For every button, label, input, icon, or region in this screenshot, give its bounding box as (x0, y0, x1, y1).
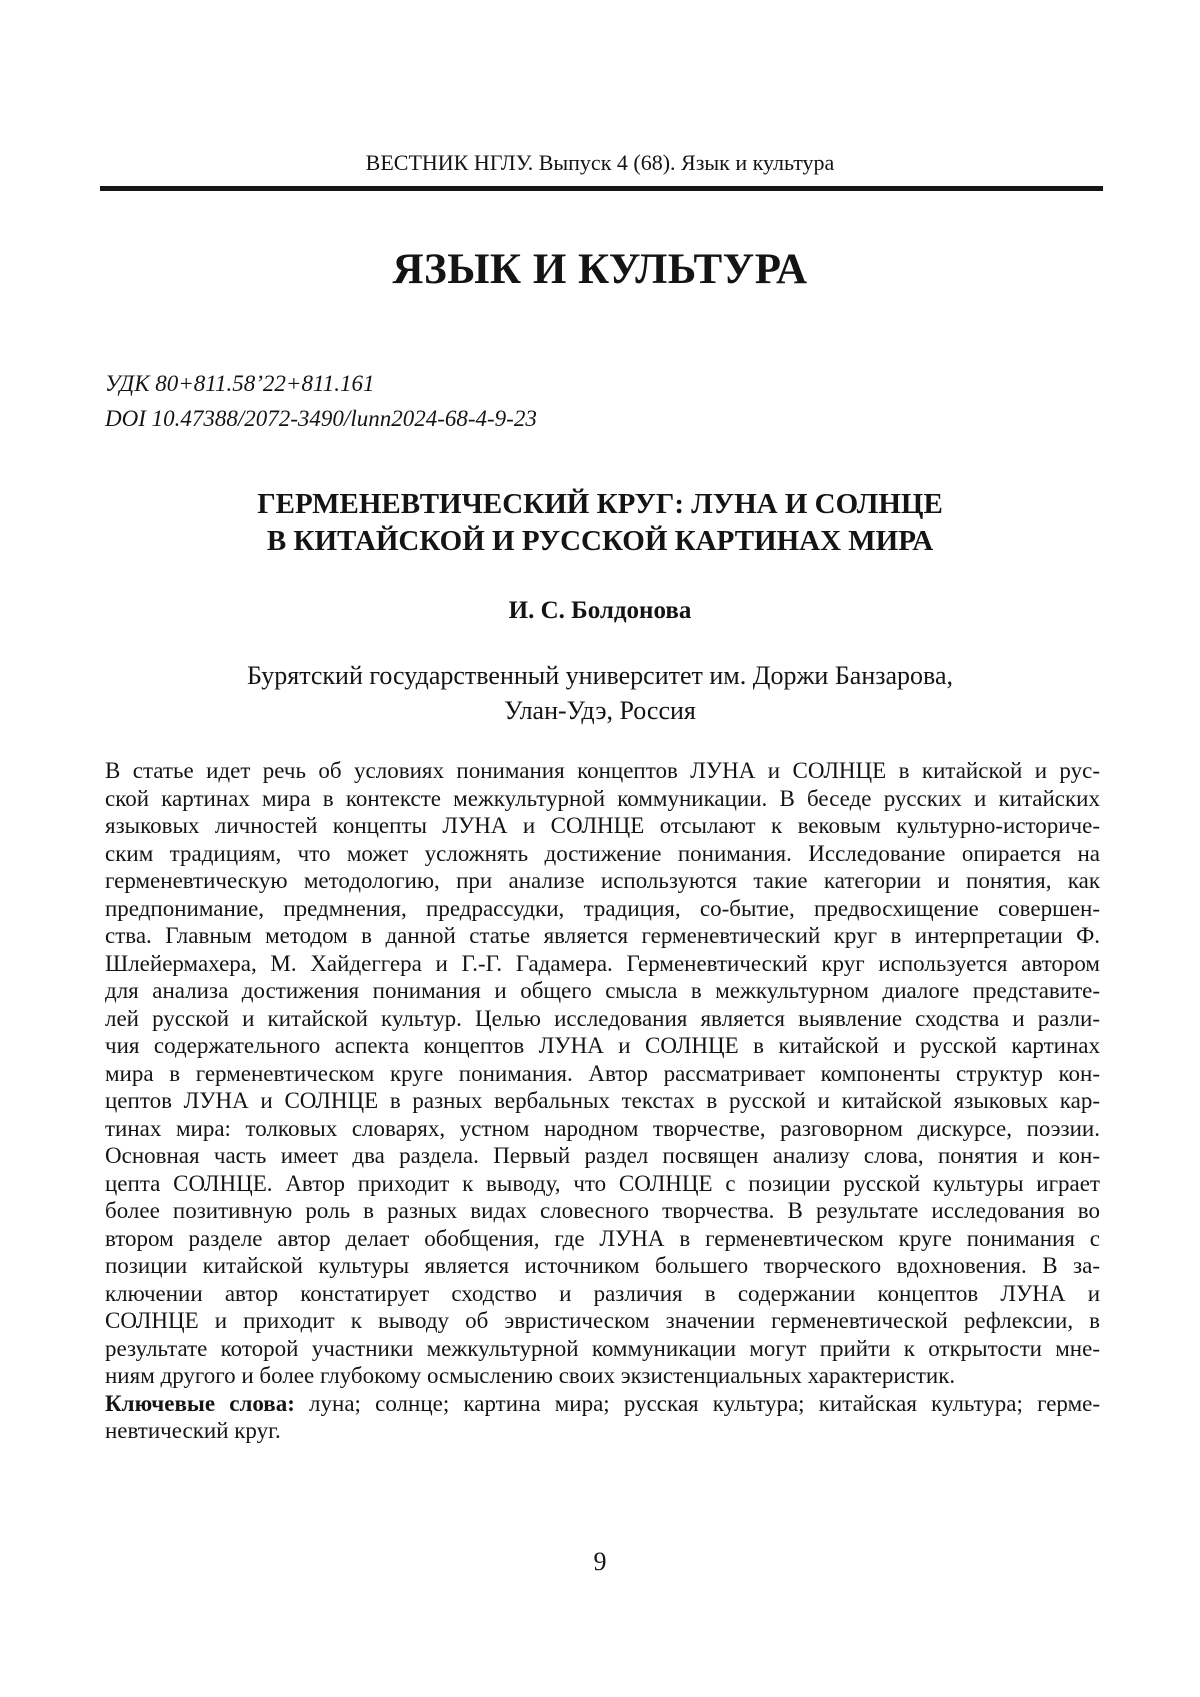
abstract-line: СОЛНЦЕ и приходит к выводу об эвристическом значении герменевтической рефлексии, в (105, 1308, 1100, 1333)
article-title-line-1: ГЕРМЕНЕВТИЧЕСКИЙ КРУГ: ЛУНА И СОЛНЦЕ (257, 488, 943, 520)
abstract-line: мира в герменевтическом круге понимания. Автор рассматривает компоненты структур кон- (105, 1060, 1100, 1086)
abstract-line: ниям другого и более глубокому осмыслению своих экзистенциальных характеристик. (105, 1363, 956, 1388)
affiliation-line-2: Улан-Удэ, Россия (504, 696, 696, 725)
abstract-line: втором разделе автор делает обобщения, где ЛУНА в герменевтическом круге понимания с (105, 1225, 1100, 1251)
article-title (100, 486, 1100, 560)
abstract-text (105, 757, 1100, 1390)
keywords-line (105, 1390, 1100, 1418)
affiliation-line-1: Бурятский государственный университет им. Доржи Банзарова, (246, 661, 954, 690)
keywords-text: луна; солнце; картина мира; русская культура; китайская культура; герме- (294, 1390, 1100, 1416)
abstract-line: для анализа достижения понимания и общего смысла в межкультурном диалоге представите- (105, 978, 1100, 1003)
keywords-label: Ключевые слова: (105, 1390, 295, 1416)
keywords-continuation: невтический круг. (105, 1418, 281, 1443)
header-rule (100, 186, 1103, 191)
abstract-line: цептов ЛУНА и СОЛНЦЕ в разных вербальных текстах в русской и китайской языковых кар- (105, 1088, 1100, 1113)
affiliation (100, 658, 1100, 728)
article-title-line-2: В КИТАЙСКОЙ И РУССКОЙ КАРТИНАХ МИРА (266, 525, 934, 557)
udc-doi-block (105, 366, 1100, 436)
abstract-line: Основная часть имеет два раздела. Первый раздел посвящен анализу слова, понятия и кон- (105, 1143, 1100, 1168)
abstract-line: ключении автор констатирует сходство и различия в содержании концептов ЛУНА и (105, 1280, 1100, 1306)
abstract-line: результате которой участники межкультурной коммуникации могут прийти к открытости мне- (105, 1335, 1100, 1361)
abstract-line: герменевтическую методологию, при анализе используются такие категории и понятия, как (105, 868, 1100, 893)
running-header: ВЕСТНИК НГЛУ. Выпуск 4 (68). Язык и культура (365, 150, 835, 175)
abstract-line: тинах мира: толковых словарях, устном народном творчестве, разговорном дискурсе, поэзии. (105, 1115, 1100, 1141)
abstract-section (105, 757, 1100, 1445)
abstract-line: позиции китайской культуры является источником большего творческого вдохновения. В за- (105, 1253, 1100, 1278)
abstract-line: цепта СОЛНЦЕ. Автор приходит к выводу, что СОЛНЦЕ с позиции русской культуры играет (105, 1170, 1100, 1196)
abstract-line: ской картинах мира в контексте межкультурной коммуникации. В беседе русских и китайских (105, 785, 1100, 811)
abstract-line: лей русской и китайской культур. Целью исследования является выявление сходства и разли- (105, 1005, 1100, 1031)
abstract-line: В статье идет речь об условиях понимания концептов ЛУНА и СОЛНЦЕ в китайской и рус- (105, 758, 1100, 783)
doi-line: DOI 10.47388/2072-3490/lunn2024-68-4-9-23 (105, 406, 537, 431)
abstract-line: предпонимание, предмнения, предрассудки, традиция, со-бытие, предвосхищение совершен- (105, 895, 1100, 921)
abstract-line: языковых личностей концепты ЛУНА и СОЛНЦЕ отсылают к вековым культурно-историче- (105, 813, 1100, 838)
author-name: И. С. Болдонова (508, 597, 692, 624)
abstract-line: более позитивную роль в разных видах словесного творчества. В результате исследования во (105, 1198, 1100, 1223)
abstract-line: ским традициям, что может усложнять достижение понимания. Исследование опирается на (105, 840, 1100, 866)
section-title: ЯЗЫК И КУЛЬТУРА (392, 246, 808, 293)
page-number: 9 (593, 1547, 607, 1576)
abstract-line: ства. Главным методом в данной статье является герменевтический круг в интерпретации Ф. (105, 923, 1100, 948)
abstract-line: Шлейермахера, М. Хайдеггера и Г.-Г. Гадамера. Герменевтический круг используется автором (105, 950, 1100, 976)
udc-line: УДК 80+811.58’22+811.161 (105, 371, 375, 396)
abstract-line: чия содержательного аспекта концептов ЛУНА и СОЛНЦЕ в китайской и русской картинах (105, 1033, 1100, 1058)
